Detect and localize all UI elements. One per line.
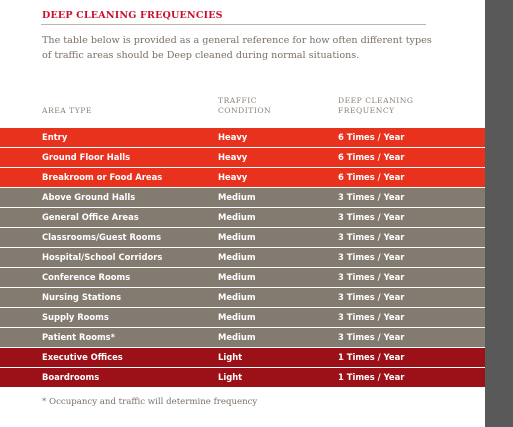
- table-row: [0, 148, 485, 167]
- traffic-cell: Medium: [218, 332, 256, 342]
- table-row: [0, 348, 485, 367]
- frequency-cell: 3 Times / Year: [338, 272, 405, 282]
- traffic-cell: Heavy: [218, 132, 248, 142]
- table-row: [0, 328, 485, 347]
- traffic-cell: Medium: [218, 232, 256, 242]
- area-cell: Boardrooms: [42, 372, 100, 382]
- column-header-line: CONDITION: [218, 106, 272, 115]
- table-row: [0, 188, 485, 207]
- area-cell: General Office Areas: [42, 212, 139, 222]
- table-row: [0, 368, 485, 387]
- column-header-traffic-condition: [218, 96, 271, 116]
- frequency-cell: 1 Times / Year: [338, 352, 405, 362]
- frequency-cell: 3 Times / Year: [338, 332, 405, 342]
- side-bar: [485, 0, 513, 427]
- frequency-cell: 6 Times / Year: [338, 172, 405, 182]
- footnote: * Occupancy and traffic will determine frequency: [42, 397, 258, 407]
- frequency-cell: 3 Times / Year: [338, 232, 405, 242]
- column-header-line: FREQUENCY: [338, 106, 395, 115]
- area-cell: Classrooms/Guest Rooms: [42, 232, 162, 242]
- area-cell: Above Ground Halls: [42, 192, 136, 202]
- table-row: [0, 288, 485, 307]
- traffic-cell: Medium: [218, 292, 256, 302]
- frequency-cell: 3 Times / Year: [338, 292, 405, 302]
- area-cell: Executive Offices: [42, 352, 123, 362]
- area-cell: Nursing Stations: [42, 292, 122, 302]
- column-header-frequency: [338, 96, 413, 116]
- area-cell: Breakroom or Food Areas: [42, 172, 163, 182]
- traffic-cell: Heavy: [218, 172, 248, 182]
- table-row: [0, 248, 485, 267]
- traffic-cell: Medium: [218, 192, 256, 202]
- table-row: [0, 228, 485, 247]
- area-cell: Conference Rooms: [42, 272, 131, 282]
- table-row: [0, 208, 485, 227]
- traffic-cell: Medium: [218, 272, 256, 282]
- area-cell: Entry: [42, 132, 68, 142]
- frequency-cell: 1 Times / Year: [338, 372, 405, 382]
- area-cell: Hospital/School Corridors: [42, 252, 163, 262]
- table-row: [0, 308, 485, 327]
- frequency-cell: 3 Times / Year: [338, 252, 405, 262]
- section-heading: DEEP CLEANING FREQUENCIES: [42, 10, 223, 21]
- heading-divider: [41, 24, 426, 25]
- area-cell: Ground Floor Halls: [42, 152, 131, 162]
- column-header-line: AREA TYPE: [42, 106, 92, 115]
- traffic-cell: Medium: [218, 212, 256, 222]
- frequency-cell: 3 Times / Year: [338, 192, 405, 202]
- column-header-area-type: [42, 106, 92, 116]
- table-row: [0, 128, 485, 147]
- column-header-line: TRAFFIC: [218, 96, 258, 105]
- column-header-line: DEEP CLEANING: [338, 96, 414, 105]
- traffic-cell: Medium: [218, 252, 256, 262]
- area-cell: Supply Rooms: [42, 312, 109, 322]
- frequency-cell: 6 Times / Year: [338, 132, 405, 142]
- frequency-cell: 3 Times / Year: [338, 312, 405, 322]
- frequency-cell: 3 Times / Year: [338, 212, 405, 222]
- frequency-cell: 6 Times / Year: [338, 152, 405, 162]
- traffic-cell: Light: [218, 372, 243, 382]
- frequency-table: [0, 128, 485, 388]
- table-row: [0, 168, 485, 187]
- table-row: [0, 268, 485, 287]
- intro-paragraph: The table below is provided as a general reference for how often different types of traffic areas should be Deep cleaned during normal situations.: [42, 35, 432, 61]
- traffic-cell: Medium: [218, 312, 256, 322]
- traffic-cell: Heavy: [218, 152, 248, 162]
- area-cell: Patient Rooms*: [42, 332, 116, 342]
- traffic-cell: Light: [218, 352, 243, 362]
